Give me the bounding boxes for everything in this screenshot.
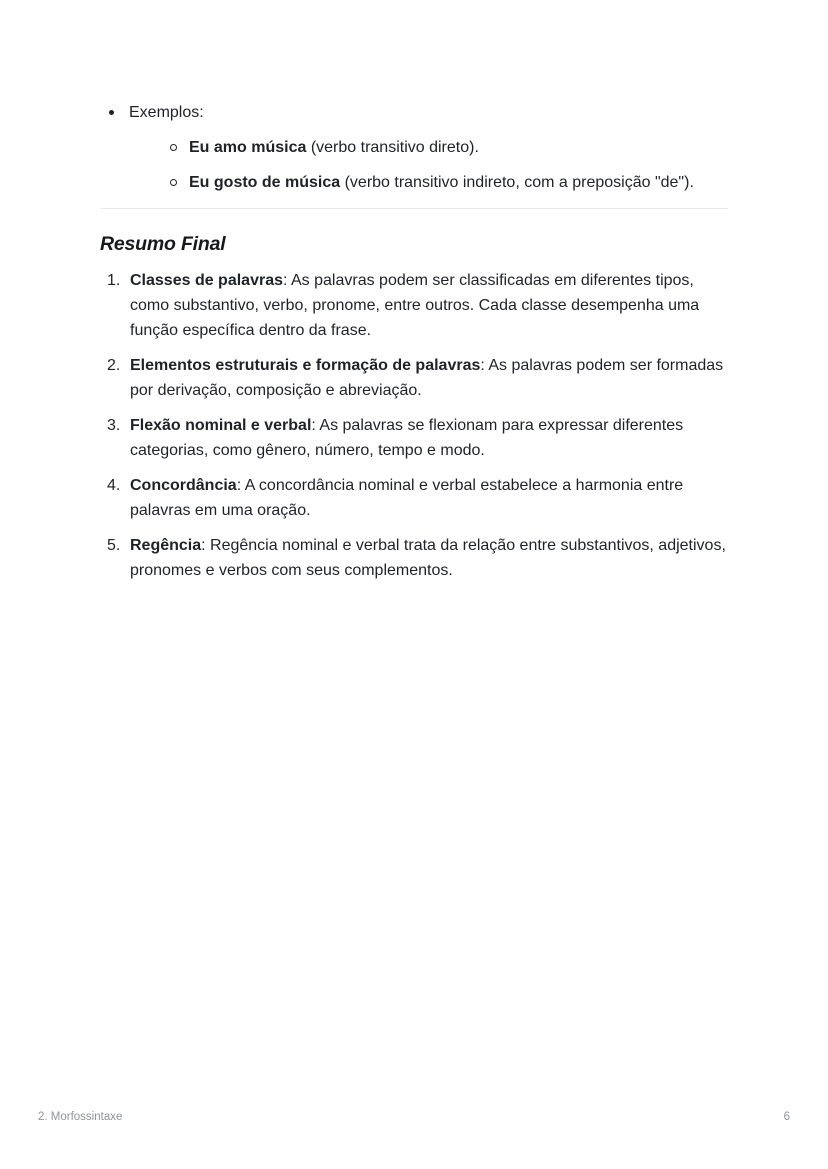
item-term: Flexão nominal e verbal bbox=[130, 417, 312, 434]
item-text: : As palavras podem ser formadas por derivação, composição e abreviação. bbox=[130, 357, 724, 399]
example-text: (verbo transitivo direto). bbox=[306, 139, 479, 156]
bullet-disc-icon bbox=[109, 110, 114, 115]
item-term: Concordância bbox=[130, 477, 237, 494]
item-number: 1. bbox=[107, 272, 121, 289]
examples-sublist bbox=[129, 135, 728, 195]
summary-list bbox=[100, 268, 728, 583]
examples-label: Exemplos: bbox=[129, 104, 204, 121]
bullet-circle-icon bbox=[170, 179, 177, 186]
item-number: 3. bbox=[107, 417, 121, 434]
summary-item-2 bbox=[100, 353, 728, 403]
example-term: Eu gosto de música bbox=[189, 174, 341, 191]
example-text: (verbo transitivo indireto, com a preposição "de"). bbox=[340, 174, 694, 191]
section-divider bbox=[100, 208, 728, 209]
summary-item-3 bbox=[100, 413, 728, 463]
section-title: Resumo Final bbox=[100, 233, 226, 255]
example-item bbox=[129, 170, 728, 195]
item-term: Regência bbox=[130, 537, 202, 554]
examples-label-item bbox=[100, 100, 728, 195]
example-item bbox=[129, 135, 728, 160]
item-text: : As palavras se flexionam para expressar diferentes categorias, como gênero, número, tempo e modo. bbox=[130, 417, 684, 459]
item-text: : Regência nominal e verbal trata da relação entre substantivos, adjetivos, pronomes e verbos com seus complementos. bbox=[130, 537, 726, 579]
example-term: Eu amo música bbox=[189, 139, 307, 156]
item-text: : A concordância nominal e verbal estabelece a harmonia entre palavras em uma oração. bbox=[130, 477, 684, 519]
footer-page-number: 6 bbox=[783, 1111, 790, 1123]
bullet-circle-icon bbox=[170, 144, 177, 151]
item-text: : As palavras podem ser classificadas em diferentes tipos, como substantivo, verbo, pronome, entre outros. Cada classe desempenha uma função específica dentro da frase. bbox=[130, 272, 700, 339]
page-content bbox=[0, 0, 828, 583]
examples-list bbox=[100, 100, 728, 195]
item-term: Classes de palavras bbox=[130, 272, 283, 289]
summary-item-5 bbox=[100, 533, 728, 583]
item-number: 5. bbox=[107, 537, 121, 554]
item-term: Elementos estruturais e formação de palavras bbox=[130, 357, 481, 374]
footer-section-label: 2. Morfossintaxe bbox=[38, 1111, 123, 1123]
summary-item-4 bbox=[100, 473, 728, 523]
item-number: 4. bbox=[107, 477, 121, 494]
page-footer bbox=[0, 1109, 828, 1125]
summary-item-1 bbox=[100, 268, 728, 343]
item-number: 2. bbox=[107, 357, 121, 374]
